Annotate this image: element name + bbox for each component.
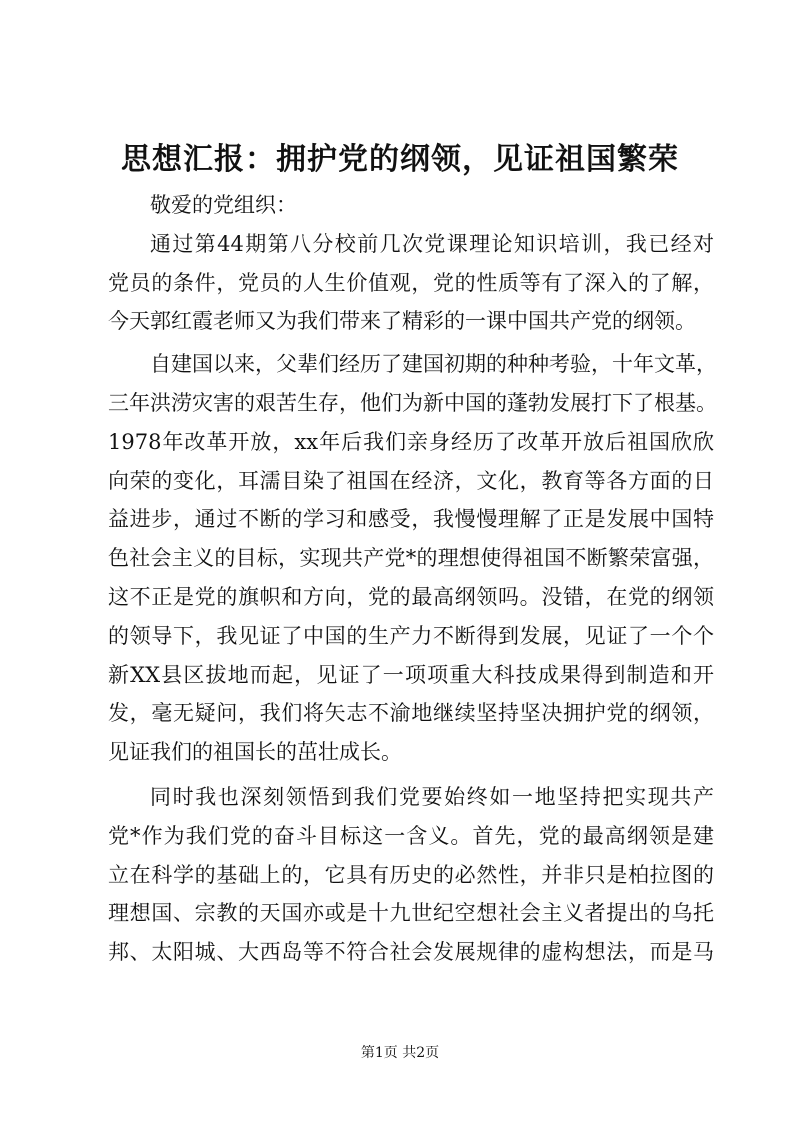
- paragraph-line: 党*作为我们党的奋斗目标这一含义。首先，党的最高纲领是建: [108, 823, 714, 848]
- paragraph-line: 向荣的变化，耳濡目染了祖国在经济，文化，教育等各方面的日: [108, 468, 714, 493]
- paragraph-line: 自建国以来，父辈们经历了建国初期的种种考验，十年文革，: [150, 352, 717, 377]
- paragraph-line: 的领导下，我见证了中国的生产力不断得到发展，见证了一个个: [108, 623, 714, 648]
- paragraph-line: 色社会主义的目标，实现共产党*的理想使得祖国不断繁荣富强，: [108, 546, 714, 571]
- paragraph-line: 立在科学的基础上的，它具有历史的必然性，并非只是柏拉图的: [108, 862, 714, 887]
- document-title: 思想汇报：拥护党的纲领，见证祖国繁荣: [121, 142, 679, 177]
- paragraph-line: 同时我也深刻领悟到我们党要始终如一地坚持把实现共产: [150, 784, 714, 809]
- paragraph-line: 益进步，通过不断的学习和感受，我慢慢理解了正是发展中国特: [108, 507, 714, 532]
- paragraph-line: 新XX县区拔地而起，见证了一项项重大科技成果得到制造和开: [108, 662, 714, 687]
- document-body: [108, 186, 717, 972]
- paragraph-line: 发，毫无疑问，我们将矢志不渝地继续坚持坚决拥护党的纲领，: [108, 701, 714, 726]
- paragraph-line: 理想国、宗教的天国亦或是十九世纪空想社会主义者提出的乌托: [108, 901, 714, 926]
- paragraph-line: 党员的条件，党员的人生价值观，党的性质等有了深入的了解，: [108, 270, 714, 295]
- paragraph-1: [108, 225, 714, 341]
- paragraph-line: 三年洪涝灾害的艰苦生存，他们为新中国的蓬勃发展打下了根基。: [108, 390, 717, 415]
- paragraph-line: 今天郭红霞老师又为我们带来了精彩的一课中国共产党的纲领。: [108, 309, 696, 334]
- page-footer: 第1页 共2页: [360, 1045, 440, 1061]
- paragraph-2: [108, 345, 717, 772]
- paragraph-line: 见证我们的祖国长的茁壮成长。: [108, 740, 402, 765]
- paragraph-line: 这不正是党的旗帜和方向，党的最高纲领吗。没错，在党的纲领: [108, 584, 714, 609]
- paragraph-line: 通过第44期第八分校前几次党课理论知识培训，我已经对: [150, 231, 714, 256]
- paragraph-3: [108, 778, 714, 972]
- paragraph-line: 邦、太阳城、大西岛等不符合社会发展规律的虚构想法，而是马: [108, 940, 714, 965]
- salutation: 敬爱的党组织：: [150, 193, 297, 217]
- paragraph-line: 1978年改革开放，xx年后我们亲身经历了改革开放后祖国欣欣: [108, 429, 714, 454]
